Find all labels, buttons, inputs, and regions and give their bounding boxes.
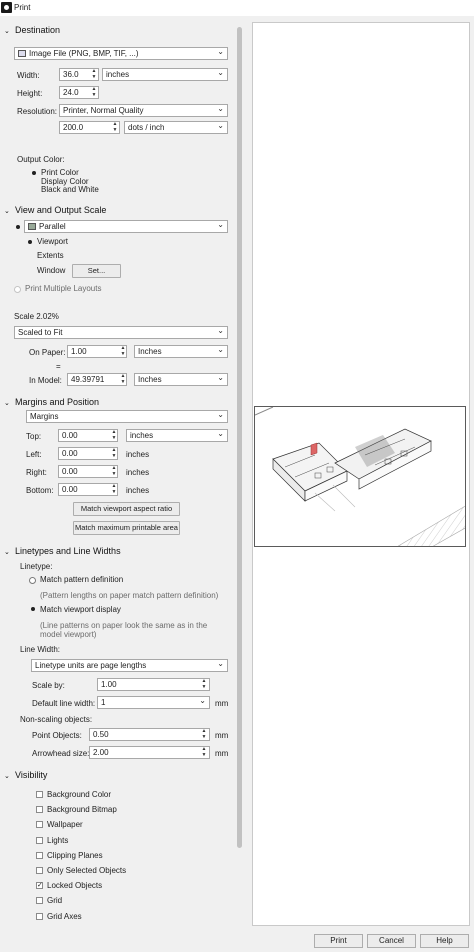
- match-viewport-note-line1: (Line patterns on paper look the same as in the: [40, 621, 208, 630]
- chevron-down-icon: ⌄: [4, 773, 10, 780]
- settings-scrollbar[interactable]: [237, 27, 242, 848]
- section-linetypes[interactable]: ⌄ Linetypes and Line Widths: [4, 546, 121, 556]
- left-margin-input[interactable]: 0.00: [58, 447, 118, 460]
- right-label: Right:: [26, 468, 47, 477]
- point-objects-stepper[interactable]: ▲ ▼: [201, 728, 207, 740]
- visibility-checkbox[interactable]: [36, 867, 43, 874]
- display-color-label[interactable]: Display Color: [41, 177, 89, 186]
- margins-mode-dropdown[interactable]: Margins ⌄: [26, 410, 228, 423]
- view-radio[interactable]: [16, 225, 20, 229]
- building-preview-drawing: [255, 407, 466, 547]
- left-label: Left:: [26, 450, 42, 459]
- match-viewport-label: Match viewport display: [40, 605, 121, 614]
- chevron-down-icon: ⌄: [4, 208, 10, 215]
- bottom-unit-label: inches: [126, 486, 150, 495]
- on-paper-input[interactable]: 1.00: [67, 345, 127, 358]
- view-dropdown[interactable]: Parallel ⌄: [24, 220, 228, 233]
- in-model-unit-dropdown[interactable]: Inches ⌄: [134, 373, 228, 386]
- visibility-item-label[interactable]: Clipping Planes: [47, 850, 103, 860]
- left-margin-stepper[interactable]: ▲ ▼: [111, 447, 117, 459]
- extents-option-label[interactable]: Extents: [37, 251, 64, 260]
- default-line-width-label: Default line width:: [32, 699, 96, 708]
- dpi-stepper[interactable]: ▲ ▼: [112, 121, 118, 133]
- scale-percent-label: Scale 2.02%: [14, 312, 59, 321]
- arrowhead-size-unit: mm: [215, 749, 229, 758]
- preview-page: [254, 406, 466, 547]
- visibility-item-label[interactable]: Grid: [47, 896, 63, 906]
- window-option-label[interactable]: Window: [37, 266, 66, 275]
- scale-by-stepper[interactable]: ▲ ▼: [201, 678, 207, 690]
- bottom-margin-stepper[interactable]: ▲ ▼: [111, 483, 117, 495]
- viewport-option-label: Viewport: [37, 237, 68, 246]
- section-view-output-scale[interactable]: ⌄ View and Output Scale: [4, 205, 107, 215]
- viewport-icon: [28, 223, 36, 230]
- cancel-button[interactable]: Cancel: [367, 934, 416, 948]
- black-white-label[interactable]: Black and White: [41, 185, 99, 194]
- chevron-down-icon: ⌄: [4, 28, 10, 35]
- linetype-label: Linetype:: [20, 562, 53, 571]
- match-printable-area-button[interactable]: Match maximum printable area: [73, 521, 180, 535]
- output-color-label: Output Color:: [17, 155, 65, 164]
- margin-unit-dropdown[interactable]: inches ⌄: [126, 429, 228, 442]
- visibility-checkbox-checked[interactable]: ✓: [37, 882, 43, 890]
- on-paper-stepper[interactable]: ▲ ▼: [120, 345, 126, 357]
- help-button[interactable]: Help: [420, 934, 469, 948]
- match-viewport-note-line2: model viewport): [40, 630, 97, 639]
- bottom-margin-input[interactable]: 0.00: [58, 483, 118, 496]
- size-unit-dropdown[interactable]: inches ⌄: [102, 68, 228, 81]
- scale-by-label: Scale by:: [32, 681, 65, 690]
- visibility-item-label[interactable]: Wallpaper: [47, 820, 83, 830]
- in-model-input[interactable]: 49.39791: [67, 373, 127, 386]
- visibility-checkbox[interactable]: [36, 837, 43, 844]
- bottom-label: Bottom:: [26, 486, 54, 495]
- height-stepper[interactable]: ▲ ▼: [91, 86, 97, 98]
- right-margin-input[interactable]: 0.00: [58, 465, 118, 478]
- scale-mode-dropdown[interactable]: Scaled to Fit ⌄: [14, 326, 228, 339]
- resolution-dropdown[interactable]: Printer, Normal Quality ⌄: [59, 104, 228, 117]
- equals-sign: =: [56, 362, 61, 371]
- visibility-checkbox[interactable]: [36, 897, 43, 904]
- section-margins-position[interactable]: ⌄ Margins and Position: [4, 397, 100, 407]
- print-color-radio[interactable]: [32, 171, 36, 175]
- window-title: Print: [14, 3, 31, 12]
- viewport-radio[interactable]: [28, 240, 32, 244]
- print-button[interactable]: Print: [314, 934, 363, 948]
- arrowhead-size-input[interactable]: 2.00: [89, 746, 210, 759]
- visibility-item-label[interactable]: Grid Axes: [47, 911, 82, 921]
- match-viewport-radio[interactable]: [31, 607, 35, 611]
- on-paper-label: On Paper:: [29, 348, 66, 357]
- default-width-unit: mm: [215, 699, 229, 708]
- chevron-down-icon: ⌄: [4, 549, 10, 556]
- chevron-down-icon: ⌄: [4, 400, 10, 407]
- resolution-label: Resolution:: [17, 107, 58, 116]
- visibility-item-label[interactable]: Lights: [47, 835, 69, 845]
- line-width-label: Line Width:: [20, 645, 61, 654]
- visibility-checkbox[interactable]: [36, 852, 43, 859]
- rhino-logo-icon: [1, 2, 12, 13]
- visibility-item-label[interactable]: Background Bitmap: [47, 805, 117, 815]
- default-line-width-dropdown[interactable]: 1 ⌄: [97, 696, 210, 709]
- linetype-units-dropdown[interactable]: Linetype units are page lengths ⌄: [31, 659, 228, 672]
- visibility-item-label[interactable]: Background Color: [47, 790, 112, 799]
- in-model-label: In Model:: [29, 376, 62, 385]
- left-unit-label: inches: [126, 450, 150, 459]
- in-model-stepper[interactable]: ▲ ▼: [120, 373, 126, 385]
- section-destination[interactable]: ⌄ Destination: [4, 25, 61, 35]
- match-pattern-note: (Pattern lengths on paper match pattern definition): [40, 591, 219, 600]
- non-scaling-label: Non-scaling objects:: [20, 715, 93, 724]
- match-aspect-ratio-button[interactable]: Match viewport aspect ratio: [73, 502, 180, 516]
- visibility-checkbox[interactable]: [36, 913, 43, 920]
- title-bar: [0, 0, 474, 16]
- set-window-button[interactable]: Set...: [72, 264, 121, 278]
- on-paper-unit-dropdown[interactable]: Inches ⌄: [134, 345, 228, 358]
- width-label: Width:: [17, 71, 40, 80]
- dpi-unit-dropdown[interactable]: dots / inch ⌄: [124, 121, 228, 134]
- scale-by-input[interactable]: 1.00: [97, 678, 210, 691]
- height-label: Height:: [17, 89, 43, 98]
- right-margin-stepper[interactable]: ▲ ▼: [111, 465, 117, 477]
- match-pattern-label[interactable]: Match pattern definition: [40, 575, 124, 584]
- width-stepper[interactable]: ▲ ▼: [91, 68, 97, 80]
- point-objects-unit: mm: [215, 731, 229, 740]
- top-margin-input[interactable]: 0.00: [58, 429, 118, 442]
- visibility-item-label[interactable]: Only Selected Objects: [47, 866, 127, 875]
- print-color-label: Print Color: [41, 168, 79, 177]
- arrowhead-size-label: Arrowhead size:: [32, 749, 90, 758]
- visibility-item-label[interactable]: Locked Objects: [47, 881, 103, 891]
- section-visibility[interactable]: ⌄ Visibility: [4, 770, 48, 780]
- top-label: Top:: [26, 432, 42, 441]
- arrowhead-size-stepper[interactable]: ▲ ▼: [201, 746, 207, 758]
- right-unit-label: inches: [126, 468, 150, 477]
- height-input[interactable]: 24.0: [59, 86, 99, 99]
- print-multiple-layouts-radio[interactable]: [14, 286, 21, 293]
- point-objects-label: Point Objects:: [32, 731, 82, 740]
- visibility-checkbox[interactable]: [36, 806, 43, 813]
- width-input[interactable]: 36.0: [59, 68, 99, 81]
- device-dropdown[interactable]: Image File (PNG, BMP, TIF, ...) ⌄: [14, 47, 228, 60]
- dpi-input[interactable]: 200.0: [59, 121, 120, 134]
- image-file-icon: [18, 50, 26, 57]
- top-margin-stepper[interactable]: ▲ ▼: [111, 429, 117, 441]
- print-multiple-layouts-label: Print Multiple Layouts: [25, 284, 102, 293]
- visibility-checkbox[interactable]: [36, 791, 43, 798]
- match-pattern-radio[interactable]: [29, 577, 36, 584]
- visibility-checkbox[interactable]: [36, 821, 43, 828]
- point-objects-input[interactable]: 0.50: [89, 728, 210, 741]
